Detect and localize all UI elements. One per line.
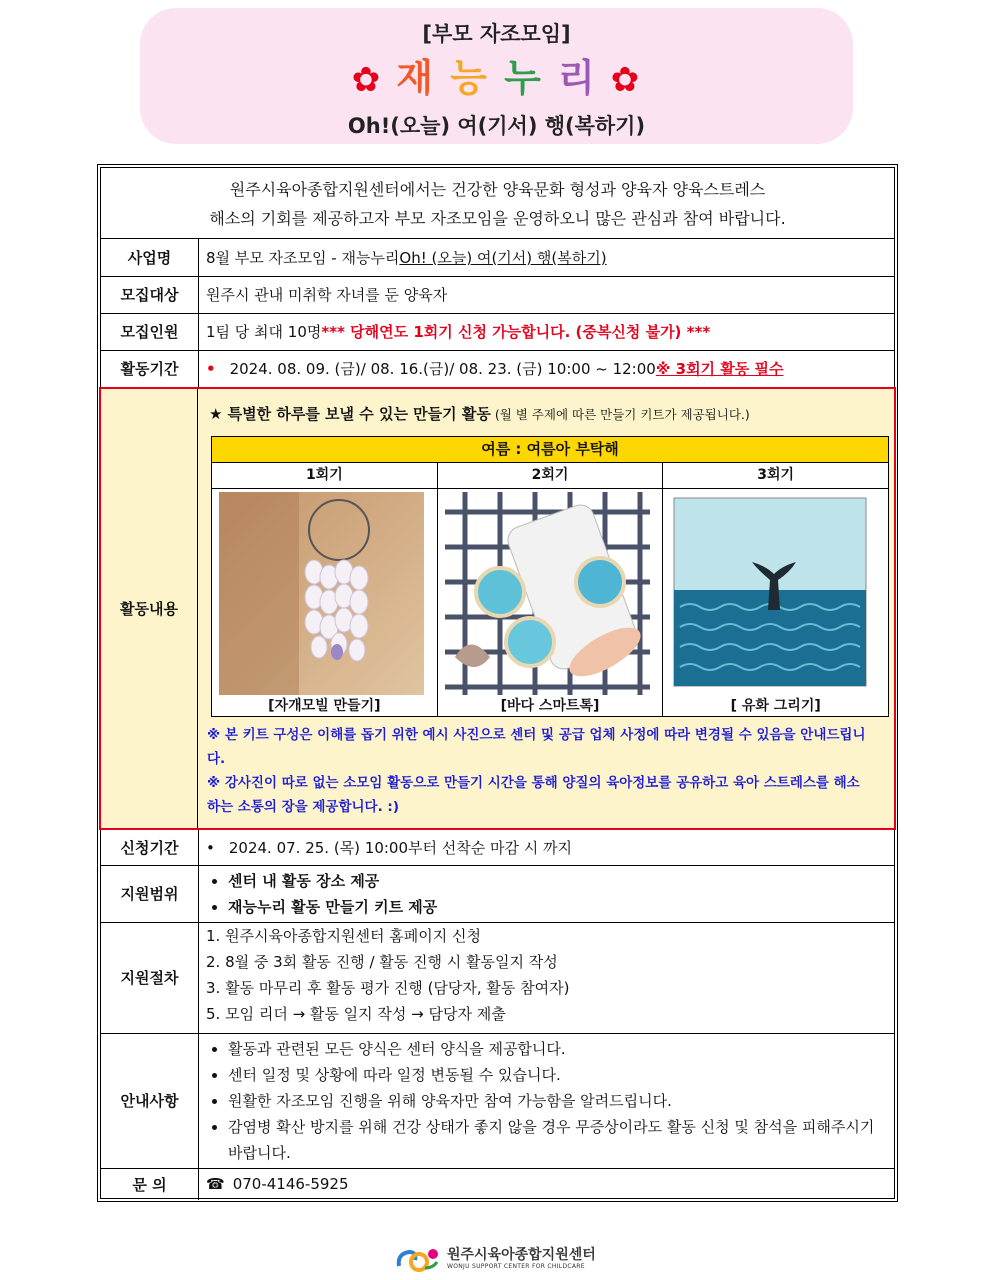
row-label: 지원절차 xyxy=(101,922,199,1033)
intro-text xyxy=(101,168,894,239)
row-value xyxy=(206,865,886,922)
row-label: 모집대상 xyxy=(101,276,199,313)
activity-notes xyxy=(207,723,867,819)
activity-note: ※ 본 키트 구성은 이해를 돕기 위한 예시 사진으로 센터 및 공급 업체 사정에 따라 변경될 수 있음을 안내드립니다. xyxy=(207,727,866,767)
kit-table xyxy=(211,436,889,717)
intro-line: 해소의 기회를 제공하고자 부모 자조모임을 운영하오니 많은 관심과 참여 바랍니다. xyxy=(209,209,786,228)
row-apply xyxy=(101,830,894,866)
activity-note: ※ 강사진이 따로 없는 소모임 활동으로 만들기 시간을 통해 양질의 육아정보를 공유하고 육아 스트레스를 해소하는 소통의 장을 제공합니다. :) xyxy=(207,775,860,815)
row-people xyxy=(101,313,894,351)
flower-icon: ✿ xyxy=(610,60,642,100)
list-item: • 활동과 관련된 모든 양식은 센터 양식을 제공합니다. xyxy=(228,1036,886,1062)
row-period xyxy=(101,350,894,387)
list-item: • 센터 일정 및 상황에 따라 일정 변동될 수 있습니다. xyxy=(228,1062,886,1088)
phone-icon: ☎ xyxy=(206,1175,225,1193)
shell-mobile-photo xyxy=(219,492,424,695)
row-label: 신청기간 xyxy=(101,830,199,865)
period-required: ※ 3회기 활동 필수 xyxy=(655,360,784,378)
program-title xyxy=(140,54,853,104)
activity-head-note: (월 별 주제에 따른 만들기 키트가 제공됩니다.) xyxy=(490,407,750,422)
row-value xyxy=(206,1168,886,1200)
row-label: 지원범위 xyxy=(101,865,199,922)
list-item: • 재능누리 활동 만들기 키트 제공 xyxy=(228,894,437,920)
people-warning: *** 당해연도 1회기 신청 가능합니다. (중복신청 불가) *** xyxy=(321,323,711,341)
row-value: 원주시 관내 미취학 자녀를 둔 양육자 xyxy=(206,286,448,304)
session-header: 1회기 xyxy=(212,463,438,488)
bullet: • xyxy=(206,359,216,378)
session-header: 2회기 xyxy=(438,463,664,488)
list-item: • 센터 내 활동 장소 제공 xyxy=(228,868,437,894)
business-subtitle: Oh! (오늘) 여(기서) 행(복하기) xyxy=(399,249,607,267)
activity-head-text: ★ 특별한 하루를 보낼 수 있는 만들기 활동 xyxy=(209,405,491,423)
list-item: 2. 8월 중 3회 활동 진행 / 활동 진행 시 활동일지 작성 xyxy=(206,953,558,971)
kit-cell-2 xyxy=(438,489,664,716)
row-support xyxy=(101,865,894,923)
title-char: 능 xyxy=(450,56,489,100)
row-value xyxy=(206,350,886,387)
center-logo-icon xyxy=(395,1244,441,1274)
list-item: 5. 모임 리더 → 활동 일지 작성 → 담당자 제출 xyxy=(206,1005,506,1023)
row-label: 문 의 xyxy=(101,1168,199,1200)
activity-headline xyxy=(209,403,750,424)
row-business xyxy=(101,239,894,277)
kit-cell-1 xyxy=(212,489,438,716)
phone-number: 070-4146-5925 xyxy=(232,1175,349,1193)
business-name: 8월 부모 자조모임 - 재능누리 xyxy=(206,249,400,267)
row-label: 모집인원 xyxy=(101,313,199,350)
row-label: 활동내용 xyxy=(101,389,198,828)
kit-caption: [자개모빌 만들기] xyxy=(268,698,381,714)
list-item: • 감염병 확산 방지를 위해 건강 상태가 좋지 않을 경우 무증상이라도 활동 신청 및 참석을 피해주시기 바랍니다. xyxy=(228,1114,886,1166)
whale-painting-photo xyxy=(670,492,875,695)
info-table xyxy=(97,164,898,1202)
kit-caption: [바다 스마트톡] xyxy=(500,698,600,714)
row-label: 활동기간 xyxy=(101,350,199,387)
row-value: • 2024. 07. 25. (목) 10:00부터 선착순 마감 시 까지 xyxy=(206,838,572,857)
title-category: [부모 자조모임] xyxy=(422,22,571,46)
people-count: 1팀 당 최대 10명 xyxy=(206,323,322,341)
list-item: 3. 활동 마무리 후 활동 평가 진행 (담당자, 활동 참여자) xyxy=(206,979,570,997)
session-header: 3회기 xyxy=(757,467,795,483)
row-value xyxy=(206,1033,886,1168)
row-value xyxy=(206,313,886,350)
list-item: 1. 원주시육아종합지원센터 홈페이지 신청 xyxy=(206,927,481,945)
row-procedure xyxy=(101,922,894,1034)
period-dates: 2024. 08. 09. (금)/ 08. 16.(금)/ 08. 23. (금) 10:00 ~ 12:00 xyxy=(229,360,656,378)
title-banner xyxy=(140,8,853,144)
center-name-eng: WONJU SUPPORT CENTER FOR CHILDCARE xyxy=(447,1263,585,1270)
ocean-smarttok-photo xyxy=(445,492,650,695)
kit-theme: 여름 : 여름아 부탁해 xyxy=(212,437,888,463)
row-activity xyxy=(99,387,896,830)
title-char: 재 xyxy=(396,56,435,100)
center-name: 원주시육아종합지원센터 xyxy=(447,1247,596,1263)
apply-period: 2024. 07. 25. (목) 10:00부터 선착순 마감 시 까지 xyxy=(228,839,572,857)
row-label: 안내사항 xyxy=(101,1033,199,1168)
row-target xyxy=(101,276,894,314)
intro-line: 원주시육아종합지원센터에서는 건강한 양육문화 형성과 양육자 양육스트레스 xyxy=(229,180,766,199)
row-notice xyxy=(101,1033,894,1169)
row-label: 사업명 xyxy=(101,239,199,276)
title-char: 누 xyxy=(504,56,543,100)
row-value xyxy=(206,239,886,276)
flower-icon: ✿ xyxy=(351,60,383,100)
kit-caption: [ 유화 그리기] xyxy=(730,698,821,714)
row-contact xyxy=(101,1168,894,1200)
kit-cell-3 xyxy=(663,489,888,716)
row-value xyxy=(206,922,886,1033)
list-item: • 원활한 자조모임 진행을 위해 양육자만 참여 가능함을 알려드립니다. xyxy=(228,1088,886,1114)
footer-logo xyxy=(395,1244,596,1274)
title-char: 리 xyxy=(558,56,597,100)
program-subtitle: Oh!(오늘) 여(기서) 행(복하기) xyxy=(347,114,646,138)
